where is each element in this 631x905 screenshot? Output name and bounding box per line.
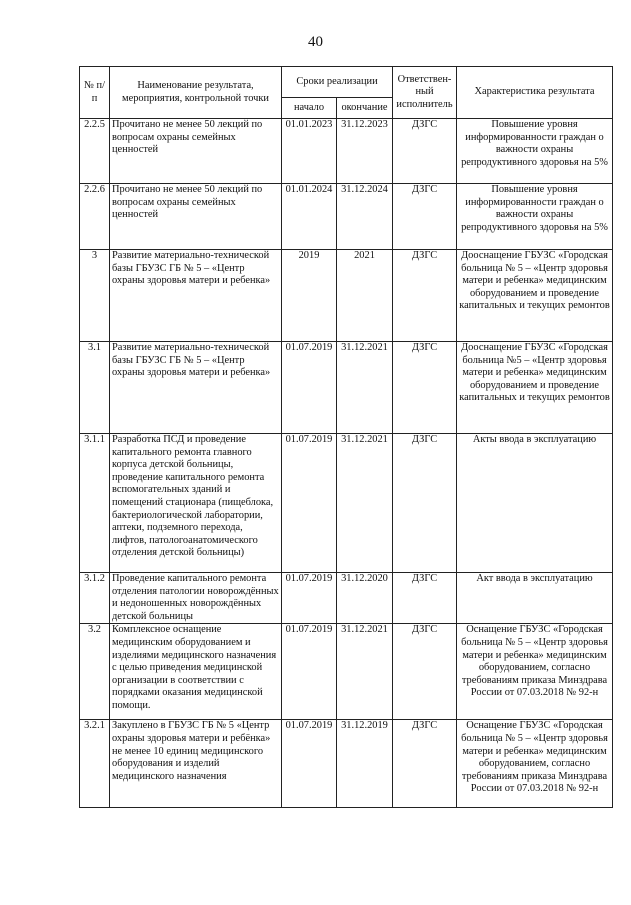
table-row [80, 573, 613, 624]
header-executor: Ответствен-ный исполнитель [393, 67, 457, 119]
row-name: Прочитано не менее 50 лекций по вопросам охраны семейных ценностей [110, 119, 282, 184]
table-row [80, 720, 613, 808]
row-result: Оснащение ГБУЗС «Городская больница № 5 – «Центр здоровья матери и ребенка» медицинским оборудованием, согласно требованиям приказа Минздрава России от 07.03.2018 № 92-н [457, 720, 613, 808]
row-start-date: 2019 [282, 250, 337, 342]
header-num: № п/п [80, 67, 110, 119]
row-executor: ДЗГС [393, 250, 457, 342]
page-number: 40 [308, 34, 323, 50]
row-num: 3.1.2 [80, 573, 110, 624]
row-end-date: 31.12.2021 [337, 342, 393, 434]
row-start-date: 01.07.2019 [282, 342, 337, 434]
row-name: Проведение капитального ремонта отделения патологии новорождённых и недоношенных новорождённых детской больницы [110, 573, 282, 624]
row-start-date: 01.01.2024 [282, 184, 337, 250]
table-row [80, 119, 613, 184]
header-name: Наименование результата, мероприятия, контрольной точки [110, 67, 282, 119]
header-start: начало [282, 98, 337, 119]
row-name: Развитие материально-технической базы ГБУЗС ГБ № 5 – «Центр охраны здоровья матери и ребенка» [110, 342, 282, 434]
header-terms: Сроки реализации [282, 67, 393, 98]
row-start-date: 01.07.2019 [282, 720, 337, 808]
table-row [80, 250, 613, 342]
row-executor: ДЗГС [393, 119, 457, 184]
row-result: Дооснащение ГБУЗС «Городская больница № 5 – «Центр здоровья матери и ребенка» медицинским оборудованием и проведение капитальных и текущих ремонтов [457, 250, 613, 342]
row-executor: ДЗГС [393, 434, 457, 573]
row-result: Дооснащение ГБУЗС «Городская больница №5 – «Центр здоровья матери и ребенка» медицинским оборудованием и проведение капитальных и текущих ремонтов [457, 342, 613, 434]
header-end: окончание [337, 98, 393, 119]
row-num: 2.2.5 [80, 119, 110, 184]
row-result: Акт ввода в эксплуатацию [457, 573, 613, 624]
row-result: Акты ввода в эксплуатацию [457, 434, 613, 573]
row-start-date: 01.01.2023 [282, 119, 337, 184]
row-end-date: 31.12.2019 [337, 720, 393, 808]
row-name: Комплексное оснащение медицинским оборудованием и изделиями медицинского назначения с целью приведения медицинской организации в соответствии с порядками оказания медицинской помощи. [110, 624, 282, 720]
row-start-date: 01.07.2019 [282, 624, 337, 720]
row-start-date: 01.07.2019 [282, 573, 337, 624]
row-num: 3.1.1 [80, 434, 110, 573]
table-row [80, 342, 613, 434]
row-executor: ДЗГС [393, 184, 457, 250]
row-num: 3.2 [80, 624, 110, 720]
row-result: Повышение уровня информированности граждан о важности охраны репродуктивного здоровья на 5% [457, 184, 613, 250]
table-body [80, 119, 613, 808]
row-end-date: 31.12.2021 [337, 434, 393, 573]
row-executor: ДЗГС [393, 624, 457, 720]
row-start-date: 01.07.2019 [282, 434, 337, 573]
row-executor: ДЗГС [393, 342, 457, 434]
row-end-date: 2021 [337, 250, 393, 342]
row-num: 3.1 [80, 342, 110, 434]
table-row [80, 434, 613, 573]
row-end-date: 31.12.2023 [337, 119, 393, 184]
row-end-date: 31.12.2024 [337, 184, 393, 250]
row-result: Оснащение ГБУЗС «Городская больница № 5 – «Центр здоровья матери и ребенка» медицинским оборудованием, согласно требованиям приказа Минздрава России от 07.03.2018 № 92-н [457, 624, 613, 720]
row-name: Разработка ПСД и проведение капитального ремонта главного корпуса детской больницы, проведение капитального ремонта вспомогательных зданий и помещений стационара (пищеблока, бактериологической лаборатории, аптеки, подземного перехода, лифтов, патологоанатомического отделения детской больницы) [110, 434, 282, 573]
row-end-date: 31.12.2021 [337, 624, 393, 720]
row-num: 2.2.6 [80, 184, 110, 250]
row-result: Повышение уровня информированности граждан о важности охраны репродуктивного здоровья на 5% [457, 119, 613, 184]
implementation-plan-table [79, 66, 613, 808]
table-row [80, 184, 613, 250]
header-result: Характеристика результата [457, 67, 613, 119]
row-name: Развитие материально-технической базы ГБУЗС ГБ № 5 – «Центр охраны здоровья матери и ребенка» [110, 250, 282, 342]
row-name: Прочитано не менее 50 лекций по вопросам охраны семейных ценностей [110, 184, 282, 250]
row-executor: ДЗГС [393, 720, 457, 808]
row-num: 3.2.1 [80, 720, 110, 808]
row-num: 3 [80, 250, 110, 342]
row-end-date: 31.12.2020 [337, 573, 393, 624]
header-row-top [80, 67, 613, 98]
table-row [80, 624, 613, 720]
row-executor: ДЗГС [393, 573, 457, 624]
row-name: Закуплено в ГБУЗС ГБ № 5 «Центр охраны здоровья матери и ребёнка» не менее 10 единиц медицинского оборудования и изделий медицинского назначения [110, 720, 282, 808]
